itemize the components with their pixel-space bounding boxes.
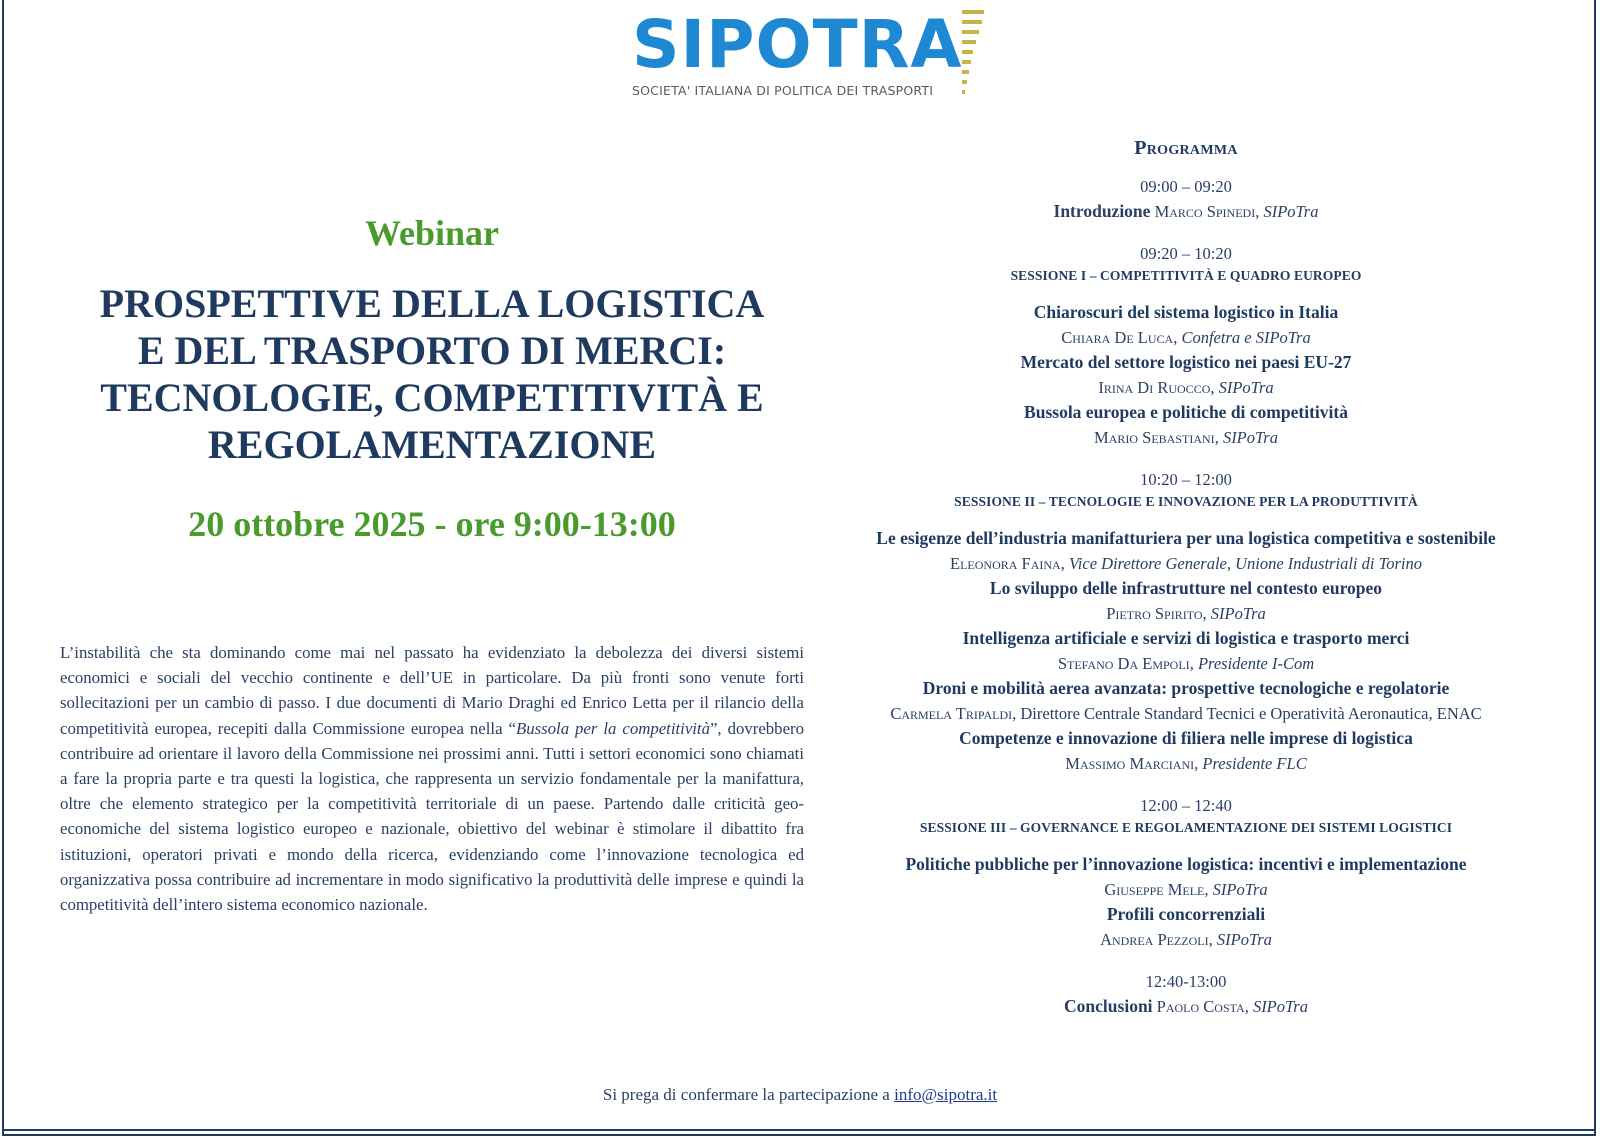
event-title-line: REGOLAMENTAZIONE bbox=[207, 422, 657, 467]
talk-title: Mercato del settore logistico nei paesi EU-27 bbox=[1020, 352, 1352, 372]
session1-title: SESSIONE I – COMPETITIVITÀ E QUADRO EUROPEO bbox=[1010, 268, 1362, 283]
speaker-affiliation: Confetra e SIPoTra bbox=[1181, 328, 1311, 347]
logo-stripes-icon bbox=[962, 10, 992, 100]
conclusion-line: Conclusioni Paolo Costa, SIPoTra bbox=[1064, 996, 1308, 1016]
speaker-affiliation: SIPoTra bbox=[1222, 428, 1278, 447]
session3-time: 12:00 – 12:40 bbox=[1140, 796, 1232, 815]
talk-title: Intelligenza artificiale e servizi di logistica e trasporto merci bbox=[962, 628, 1410, 648]
event-title-line: TECNOLOGIE, COMPETITIVITÀ E bbox=[100, 375, 764, 420]
speaker-name: Marco Spinedi bbox=[1154, 202, 1256, 221]
abstract-italic: Bussola per la competitività bbox=[515, 718, 710, 738]
speaker-name: Eleonora Faina bbox=[950, 554, 1061, 573]
talk-speaker: Irina Di Ruocco, SIPoTra bbox=[1098, 378, 1274, 397]
speaker-affiliation: Direttore Centrale Standard Tecnici e Operatività Aeronautica, ENAC bbox=[1020, 704, 1482, 723]
speaker-name: Massimo Marciani bbox=[1065, 754, 1195, 773]
speaker-affiliation: SIPoTra bbox=[1252, 997, 1308, 1016]
talk-speaker: Giuseppe Mele, SIPoTra bbox=[1104, 880, 1268, 899]
sipotra-logo bbox=[628, 6, 993, 102]
talk-speaker: Mario Sebastiani, SIPoTra bbox=[1094, 428, 1278, 447]
rsvp-text: Si prega di confermare la partecipazione a bbox=[602, 1085, 895, 1104]
speaker-name: Pietro Spirito bbox=[1106, 604, 1203, 623]
program-column bbox=[828, 137, 1544, 1019]
speaker-name: Paolo Costa bbox=[1156, 997, 1245, 1016]
speaker-name: Stefano Da Empoli bbox=[1057, 654, 1190, 673]
speaker-affiliation: SIPoTra bbox=[1216, 930, 1272, 949]
session2-title: SESSIONE II – TECNOLOGIE E INNOVAZIONE PER LA PRODUTTIVITÀ bbox=[954, 494, 1418, 509]
speaker-affiliation: Vice Direttore Generale, Unione Industriali di Torino bbox=[1068, 554, 1422, 573]
event-title bbox=[60, 280, 804, 468]
talk-title: Lo sviluppo delle infrastrutture nel contesto europeo bbox=[989, 578, 1383, 598]
speaker-name: Carmela Tripaldi bbox=[890, 704, 1013, 723]
logo-wordmark: SIPOTRA bbox=[632, 6, 963, 83]
event-type: Webinar bbox=[364, 213, 499, 253]
session2-time: 10:20 – 12:00 bbox=[1140, 470, 1232, 489]
talk-title: Profili concorrenziali bbox=[1106, 904, 1266, 924]
speaker-name: Giuseppe Mele bbox=[1104, 880, 1205, 899]
event-title-line: PROSPETTIVE DELLA LOGISTICA bbox=[99, 281, 765, 326]
abstract-text: ”, dovrebbero contribuire ad orientare il lavoro della Commissione nei prossimi anni. Tutti i settori economici sono chiamati a fare la propria parte e tra questi la logistica, che rappresenta un servizio fondamentale per la manifattura, oltre che elemento strategico per la competitività territoriale di un paese. Partendo dalle criticità geo-economiche del sistema logistico europeo e nazionale, obiettivo del webinar è stimolare il dibattito fra istituzioni, operatori privati e mondo della ricerca, evidenziando come l’innovazione tecnologica ed organizzativa possa contribuire ad incrementare in modo significativo la produttività delle imprese e quindi la competitività dell’intero sistema economico nazionale. bbox=[60, 718, 805, 915]
abstract-text: L’instabilità che sta dominando come mai nel passato ha evidenziato la debolezza dei diversi sistemi economici e sociali del vecchio continente e dell’UE in particolare. Da più fronti sono venute forti sollecitazioni per un cambio di passo. I due documenti di Mario Draghi ed Enrico Letta per il rilancio della competitività europea, recepiti dalla Commissione europea nella “ bbox=[60, 643, 804, 738]
talk-speaker: Carmela Tripaldi, Direttore Centrale Standard Tecnici e Operatività Aeronautica, ENAC bbox=[890, 704, 1482, 723]
intro-line: Introduzione Marco Spinedi, SIPoTra bbox=[1053, 201, 1319, 221]
talk-speaker: Andrea Pezzoli, SIPoTra bbox=[1100, 930, 1272, 949]
session3-title: SESSIONE III – GOVERNANCE E REGOLAMENTAZIONE DEI SISTEMI LOGISTICI bbox=[919, 820, 1453, 835]
event-title-line: E DEL TRASPORTO DI MERCI: bbox=[137, 328, 727, 373]
speaker-name: Mario Sebastiani bbox=[1094, 428, 1215, 447]
talk-title: Bussola europea e politiche di competitività bbox=[1024, 402, 1348, 422]
talk-title: Droni e mobilità aerea avanzata: prospettive tecnologiche e regolatorie bbox=[922, 678, 1450, 698]
program-heading: Programma bbox=[1134, 137, 1238, 159]
speaker-affiliation: SIPoTra bbox=[1263, 202, 1319, 221]
intro-time: 09:00 – 09:20 bbox=[1140, 177, 1232, 196]
rsvp-footer bbox=[0, 1085, 1600, 1105]
talk-speaker: Stefano Da Empoli, Presidente I-Com bbox=[1057, 654, 1315, 673]
speaker-name: Andrea Pezzoli bbox=[1100, 930, 1209, 949]
talk-title: Competenze e innovazione di filiera nelle imprese di logistica bbox=[959, 728, 1413, 748]
bottom-rule bbox=[2, 1129, 1596, 1131]
logo-tagline: SOCIETA' ITALIANA DI POLITICA DEI TRASPORTI bbox=[632, 83, 934, 98]
talk-speaker: Pietro Spirito, SIPoTra bbox=[1106, 604, 1266, 623]
talk-title: Chiaroscuri del sistema logistico in Italia bbox=[1033, 302, 1339, 322]
conclusion-time: 12:40-13:00 bbox=[1145, 972, 1227, 991]
speaker-affiliation: Presidente FLC bbox=[1202, 754, 1307, 773]
speaker-affiliation: SIPoTra bbox=[1210, 604, 1266, 623]
intro-label: Introduzione bbox=[1053, 201, 1151, 221]
talk-title: Le esigenze dell’industria manifatturiera per una logistica competitiva e sostenibile bbox=[876, 528, 1496, 548]
talk-speaker: Chiara De Luca, Confetra e SIPoTra bbox=[1061, 328, 1311, 347]
event-abstract bbox=[60, 640, 804, 917]
talk-title: Politiche pubbliche per l’innovazione logistica: incentivi e implementazione bbox=[905, 854, 1467, 874]
speaker-affiliation: Presidente I-Com bbox=[1197, 654, 1315, 673]
conclusion-label: Conclusioni bbox=[1064, 996, 1153, 1016]
speaker-affiliation: SIPoTra bbox=[1218, 378, 1274, 397]
session1-time: 09:20 – 10:20 bbox=[1140, 244, 1232, 263]
talk-speaker: Massimo Marciani, Presidente FLC bbox=[1065, 754, 1307, 773]
event-date: 20 ottobre 2025 - ore 9:00-13:00 bbox=[188, 504, 676, 544]
speaker-name: Irina Di Ruocco bbox=[1098, 378, 1211, 397]
talk-speaker: Eleonora Faina, Vice Direttore Generale, Unione Industriali di Torino bbox=[950, 554, 1422, 573]
speaker-name: Chiara De Luca bbox=[1061, 328, 1174, 347]
speaker-affiliation: SIPoTra bbox=[1212, 880, 1268, 899]
bottom-rule bbox=[2, 1134, 1596, 1136]
rsvp-email-link[interactable]: info@sipotra.it bbox=[894, 1085, 998, 1104]
